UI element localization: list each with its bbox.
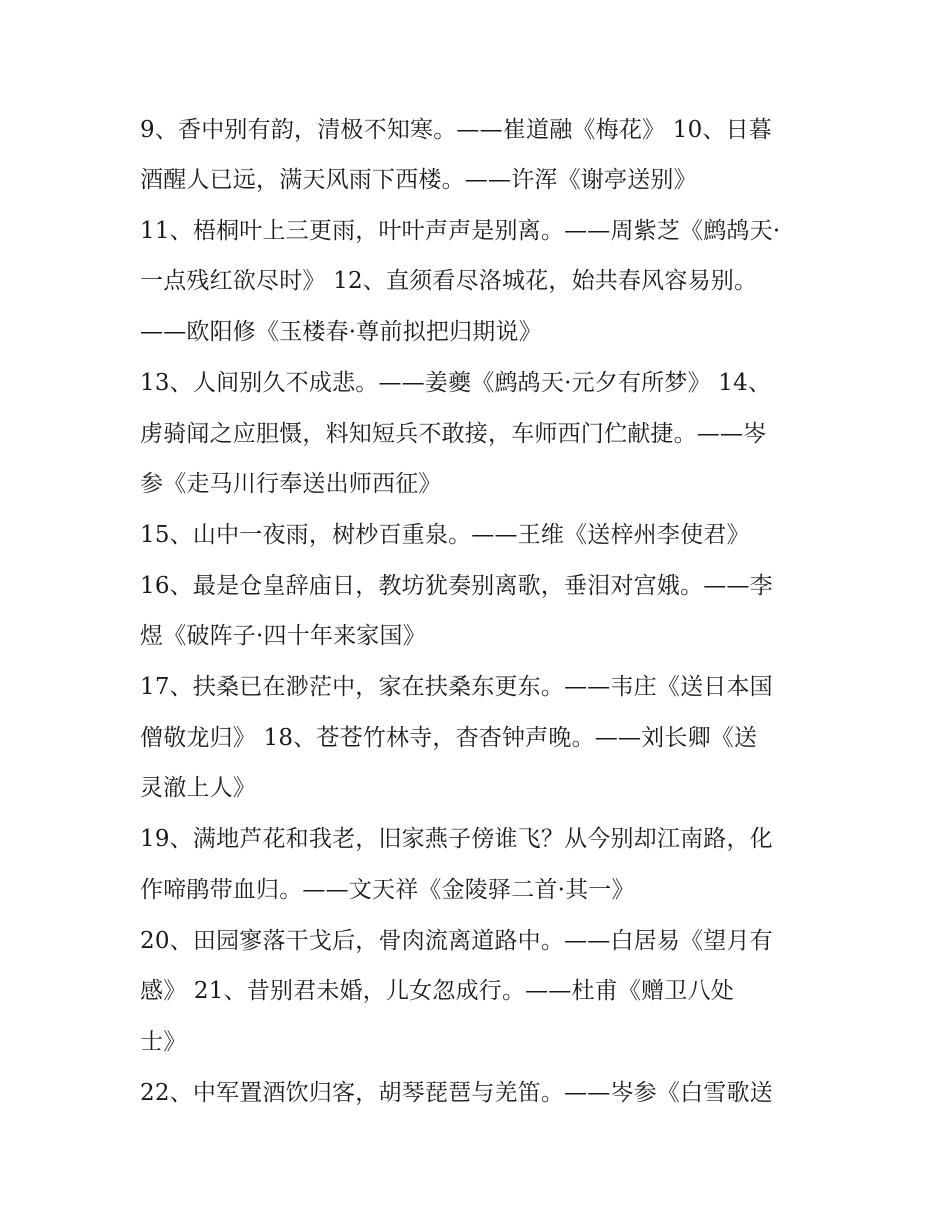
text-line: 士》 (140, 1029, 187, 1055)
text-line: ——欧阳修《玉楼春·尊前拟把归期说》 (140, 319, 542, 345)
text-line: 22、中军置酒饮归客，胡琴琵琶与羌笛。——岑参《白雪歌送 (140, 1080, 773, 1106)
text-line: 感》 21、昔别君未婚，儿女忽成行。——杜甫《赠卫八处 (140, 978, 734, 1004)
text-line: 煜《破阵子·四十年来家国》 (140, 623, 426, 649)
text-line: 灵澈上人》 (140, 775, 256, 801)
text-line: 作啼鹃带血归。——文天祥《金陵驿二首·其一》 (140, 877, 635, 903)
text-line: 僧敬龙归》 18、苍苍竹林寺，杳杳钟声晚。——刘长卿《送 (140, 725, 758, 751)
text-line: 17、扶桑已在渺茫中，家在扶桑东更东。——韦庄《送日本国 (140, 674, 773, 700)
text-line: 虏骑闻之应胆慑，料知短兵不敢接，车师西门伫献捷。——岑 (140, 421, 767, 447)
text-line: 9、香中别有韵，清极不知寒。——崔道融《梅花》 10、日暮 (140, 117, 773, 143)
text-line: 酒醒人已远，满天风雨下西楼。——许浑《谢亭送别》 (140, 167, 697, 193)
text-line: 13、人间别久不成悲。——姜夔《鹧鸪天·元夕有所梦》 14、 (140, 370, 772, 396)
text-line: 15、山中一夜雨，树杪百重泉。——王维《送梓州李使君》 (140, 522, 750, 548)
text-line: 20、田园寥落干戈后，骨肉流离道路中。——白居易《望月有 (140, 928, 773, 954)
text-line: 一点残红欲尽时》 12、直须看尽洛城花，始共春风容易别。 (140, 268, 758, 294)
text-line: 11、梧桐叶上三更雨，叶叶声声是别离。——周紫芝《鹧鸪天· (140, 218, 781, 244)
text-line: 19、满地芦花和我老，旧家燕子傍谁飞？从今别却江南路，化 (140, 826, 773, 852)
text-line: 参《走马川行奉送出师西征》 (140, 471, 442, 497)
text-line: 16、最是仓皇辞庙日，教坊犹奏别离歌，垂泪对宫娥。——李 (140, 573, 773, 599)
